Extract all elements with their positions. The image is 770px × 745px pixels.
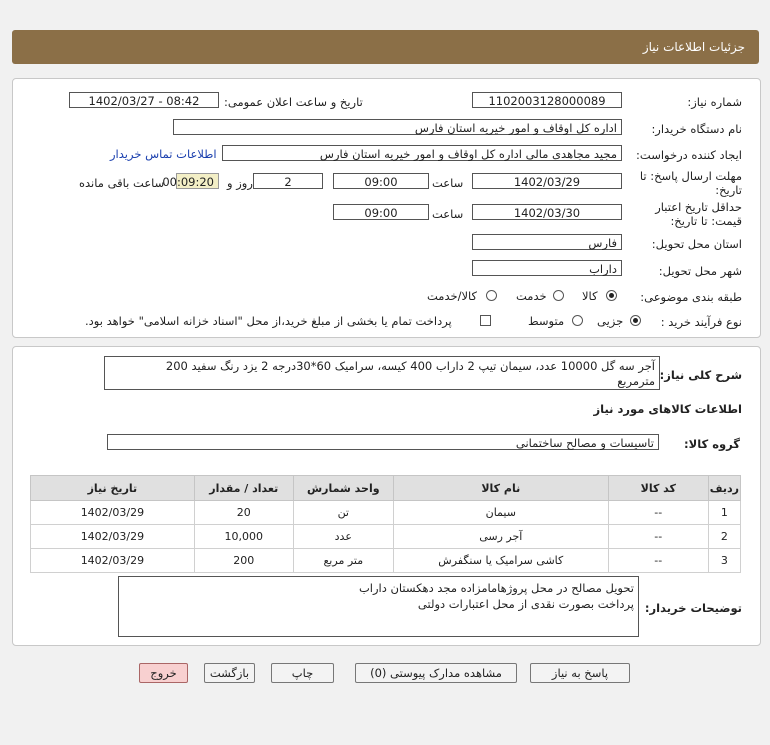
- cell-row: 2: [708, 525, 740, 549]
- goods-group-label: گروه کالا:: [684, 437, 740, 451]
- need-number-field: 1102003128000089: [472, 92, 622, 108]
- summary-line-2: مترمربع: [617, 374, 655, 388]
- exit-button[interactable]: خروج: [139, 663, 188, 683]
- cell-code: --: [608, 501, 708, 525]
- process-label: نوع فرآیند خرید :: [660, 315, 742, 329]
- province-field: فارس: [472, 234, 622, 250]
- cell-date: 1402/03/29: [31, 501, 195, 525]
- deadline-time-label: ساعت: [432, 176, 464, 190]
- cell-name: آجر رسی: [393, 525, 608, 549]
- print-button[interactable]: چاپ: [271, 663, 334, 683]
- category-option-service: خدمت: [516, 289, 547, 303]
- city-field: داراب: [472, 260, 622, 276]
- remaining-time-field: 00:09:20: [176, 173, 219, 189]
- city-label: شهر محل تحویل:: [658, 264, 742, 278]
- cell-name: سیمان: [393, 501, 608, 525]
- validity-date-field: 1402/03/30: [472, 204, 622, 220]
- cell-row: 1: [708, 501, 740, 525]
- buyer-contact-link[interactable]: اطلاعات تماس خریدار: [110, 147, 217, 161]
- goods-table: [30, 475, 741, 573]
- col-qty: تعداد / مقدار: [194, 476, 293, 501]
- cell-code: --: [608, 525, 708, 549]
- creator-label: ایجاد کننده درخواست:: [636, 148, 742, 162]
- col-date: تاریخ نیاز: [31, 476, 195, 501]
- buyer-notes-box: [118, 576, 639, 637]
- cell-name: کاشی سرامیک یا سنگفرش: [393, 549, 608, 573]
- cell-date: 1402/03/29: [31, 525, 195, 549]
- goods-info-title: اطلاعات کالاهای مورد نیاز: [593, 402, 742, 416]
- cell-unit: تن: [293, 501, 393, 525]
- goods-group-field: تاسیسات و مصالح ساختمانی: [107, 434, 659, 450]
- validity-time-field: 09:00: [333, 204, 429, 220]
- validity-label: حداقل تاریخ اعتبار: [655, 200, 742, 214]
- page-title: جزئیات اطلاعات نیاز: [642, 40, 745, 54]
- summary-line-1: آجر سه گل 10000 عدد، سیمان تیپ 2 داراب 400 کیسه، سرامیک 60*30درجه 2 یزد رنگ سفید 200: [165, 359, 655, 373]
- cell-row: 3: [708, 549, 740, 573]
- announce-field: 1402/03/27 - 08:42: [69, 92, 219, 108]
- col-code: کد کالا: [608, 476, 708, 501]
- process-radio-medium[interactable]: [572, 315, 583, 326]
- deadline-time-field: 09:00: [333, 173, 429, 189]
- process-option-minor: جزیی: [597, 314, 624, 328]
- summary-box: [104, 356, 660, 390]
- buyer-notes-line-1: تحویل مصالح در محل پروژهامامزاده مجد دهکستان داراب: [358, 581, 634, 595]
- table-header-row: [31, 476, 741, 501]
- creator-field: مجید مجاهدی مالی اداره کل اوقاف و امور خیریه استان فارس: [222, 145, 622, 161]
- province-label: استان محل تحویل:: [651, 237, 742, 251]
- cell-unit: متر مربع: [293, 549, 393, 573]
- cell-code: --: [608, 549, 708, 573]
- process-radio-minor[interactable]: [630, 315, 641, 326]
- category-radio-goods[interactable]: [606, 290, 617, 301]
- category-option-goods: کالا: [582, 289, 598, 303]
- buyer-org-label: نام دستگاه خریدار:: [651, 122, 742, 136]
- summary-label: شرح کلی نیاز:: [659, 368, 742, 382]
- cell-qty: 20: [194, 501, 293, 525]
- cell-qty: 10,000: [194, 525, 293, 549]
- buyer-notes-label: توضیحات خریدار:: [644, 601, 742, 615]
- deadline-label-2: تاریخ:: [715, 183, 742, 197]
- table-row: [31, 501, 741, 525]
- deadline-date-field: 1402/03/29: [472, 173, 622, 189]
- back-button[interactable]: بازگشت: [204, 663, 255, 683]
- category-option-both: کالا/خدمت: [427, 289, 478, 303]
- col-row: ردیف: [708, 476, 740, 501]
- treasury-note: پرداخت تمام یا بخشی از مبلغ خرید،از محل "اسناد خزانه اسلامی" خواهد بود.: [85, 314, 452, 328]
- deadline-label: مهلت ارسال پاسخ: تا: [639, 169, 742, 183]
- category-radio-both[interactable]: [486, 290, 497, 301]
- announce-label: تاریخ و ساعت اعلان عمومی:: [224, 95, 363, 109]
- treasury-checkbox[interactable]: [480, 315, 491, 326]
- category-radio-service[interactable]: [553, 290, 564, 301]
- category-label: طبقه بندی موضوعی:: [640, 290, 742, 304]
- days-label: روز و: [227, 176, 253, 190]
- table-row: [31, 525, 741, 549]
- col-unit: واحد شمارش: [293, 476, 393, 501]
- validity-label-2: قیمت: تا تاریخ:: [670, 214, 742, 228]
- days-field: 2: [253, 173, 323, 189]
- reply-button[interactable]: پاسخ به نیاز: [530, 663, 630, 683]
- attachments-button[interactable]: مشاهده مدارک پیوستی (0): [355, 663, 517, 683]
- col-name: نام کالا: [393, 476, 608, 501]
- cell-date: 1402/03/29: [31, 549, 195, 573]
- cell-unit: عدد: [293, 525, 393, 549]
- need-number-label: شماره نیاز:: [687, 95, 742, 109]
- buyer-org-field: اداره کل اوقاف و امور خیریه استان فارس: [173, 119, 622, 135]
- buyer-notes-line-2: پرداخت بصورت نقدی از محل اعتبارات دولتی: [417, 597, 634, 611]
- remaining-label: ساعت باقی مانده: [79, 176, 165, 190]
- process-option-medium: متوسط: [528, 314, 565, 328]
- cell-qty: 200: [194, 549, 293, 573]
- table-row: [31, 549, 741, 573]
- validity-time-label: ساعت: [432, 207, 464, 221]
- page-header: [12, 30, 759, 64]
